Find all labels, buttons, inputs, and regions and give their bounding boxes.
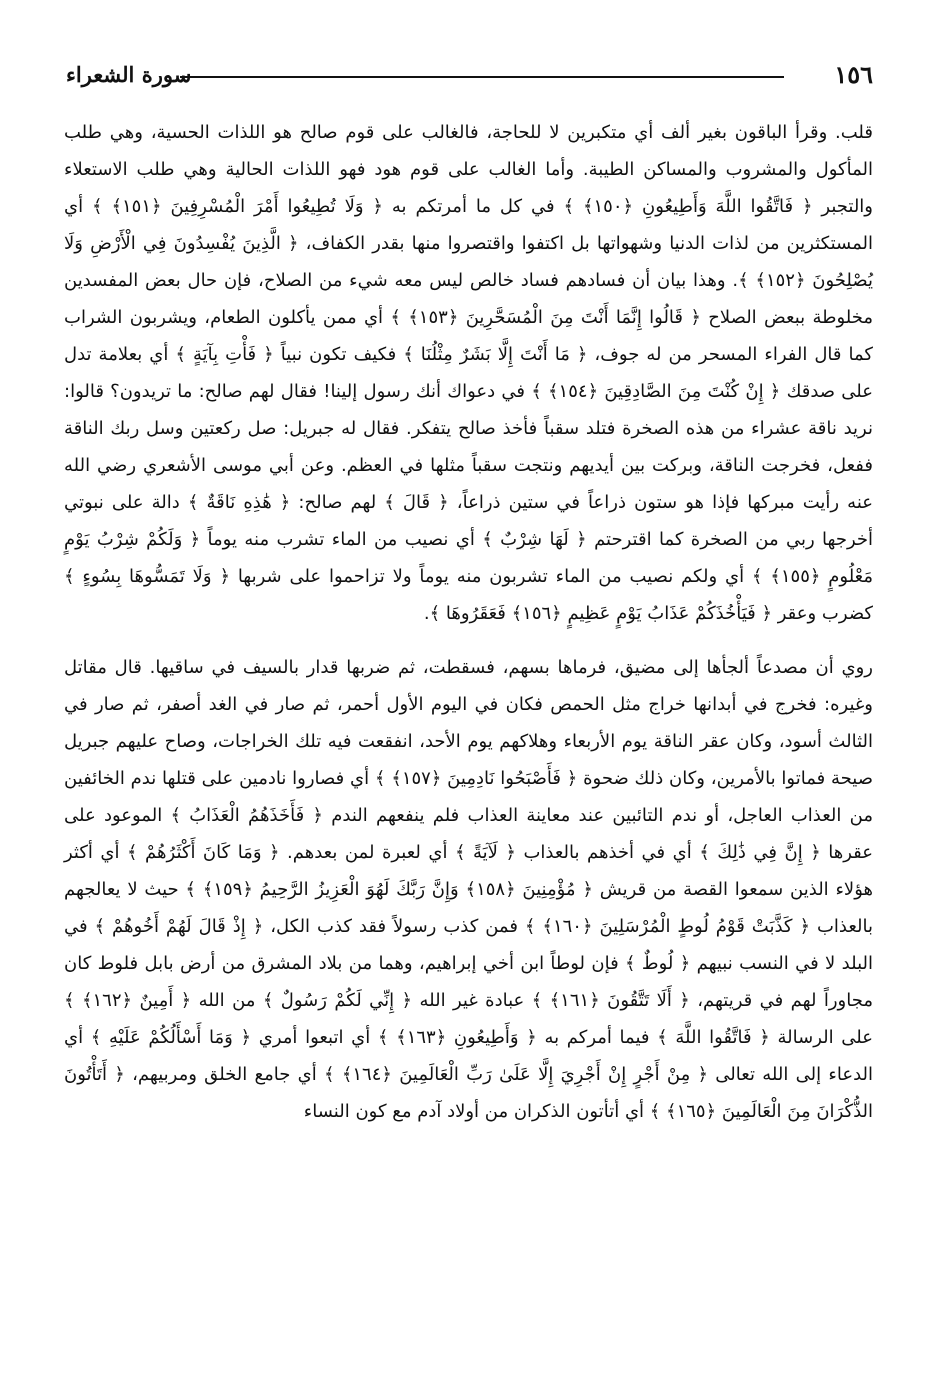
paragraph: روي أن مصدعاً ألجأها إلى مضيق، فرماها بسهم، فسقطت، ثم ضربها قدار بالسيف في ساقيها. قال مقاتل وغيره: فخرج في أبدانها خراج مثل الحمص فكان في اليوم الأول أحمر، ثم صار في الغد أصفر، ثم صار في الثالث أسود، وكان عقر الناقة يوم الأربعاء وهلاكهم يوم الأحد، انفقعت فيه تلك الخراجات، وصاح عليهم جبريل صيحة فماتوا بالأمرين، وكان ذلك ضحوة ﴿ فَأَصْبَحُوا نَادِمِينَ ﴿١٥٧﴾ ﴾ أي فصاروا نادمين على قتلها ندم الخائفين من العذاب العاجل، أو ندم التائبين عند معاينة العذاب فلم ينفعهم الندم ﴿ فَأَخَذَهُمُ الْعَذَابُ ﴾ الموعود على عقرها ﴿ إِنَّ فِي ذَٰلِكَ ﴾ أي في أخذهم بالعذاب ﴿ لَآيَةً ﴾ أي لعبرة لمن بعدهم. ﴿ وَمَا كَانَ أَكْثَرُهُمْ ﴾ أي أكثر هؤلاء الذين سمعوا القصة من قريش ﴿ مُؤْمِنِينَ ﴿١٥٨﴾ وَإِنَّ رَبَّكَ لَهُوَ الْعَزِيزُ الرَّحِيمُ ﴿١٥٩﴾ ﴾ حيث لا يعالجهم بالعذاب ﴿ كَذَّبَتْ قَوْمُ لُوطٍ الْمُرْسَلِينَ ﴿١٦٠﴾ ﴾ فمن كذب رسولاً فقد كذب الكل، ﴿ إِذْ قَالَ لَهُمْ أَخُوهُمْ ﴾ في البلد لا في النسب نبيهم ﴿ لُوطٌ ﴾ فإن لوطاً ابن أخي إبراهيم، وهما من بلاد المشرق من أرض بابل فلوط كان مجاوراً لهم في قريتهم، ﴿ أَلَا تَتَّقُونَ ﴿١٦١﴾ ﴾ عبادة غير الله ﴿ إِنِّي لَكُمْ رَسُولٌ ﴾ من الله ﴿ أَمِينٌ ﴿١٦٢﴾ ﴾ على الرسالة ﴿ فَاتَّقُوا اللَّهَ ﴾ فيما أمركم به ﴿ وَأَطِيعُونِ ﴿١٦٣﴾ ﴾ أي اتبعوا أمري ﴿ وَمَا أَسْأَلُكُمْ عَلَيْهِ ﴾ أي الدعاء إلى الله تعالى ﴿ مِنْ أَجْرٍ إِنْ أَجْرِيَ إِلَّا عَلَىٰ رَبِّ الْعَالَمِينَ ﴿١٦٤﴾ ﴾ أي جامع الخلق ومربيهم، ﴿ أَتَأْتُونَ الذُّكْرَانَ مِنَ الْعَالَمِينَ ﴿١٦٥﴾ ﴾ أي أتأتون الذكران من أولاد آدم مع كون النساء — [64, 657, 873, 1122]
surah-title: سورة الشعراء — [66, 62, 192, 87]
page-body — [64, 114, 873, 1130]
header-rule — [180, 76, 784, 78]
paragraph: قلب. وقرأ الباقون بغير ألف أي متكبرين لا للحاجة، فالغالب على قوم صالح هو اللذات الحسية، وهي طلب المأكول والمشروب والمساكن الطيبة. وأما الغالب على قوم هود فهو اللذات الحالية وهي طلب الاستعلاء والتجبر ﴿ فَاتَّقُوا اللَّهَ وَأَطِيعُونِ ﴿١٥٠﴾ ﴾ في كل ما أمرتكم به ﴿ وَلَا تُطِيعُوا أَمْرَ الْمُسْرِفِينَ ﴿١٥١﴾ ﴾ أي المستكثرين من لذات الدنيا وشهواتها بل اكتفوا واقتصروا منها بقدر الكفاف، ﴿ الَّذِينَ يُفْسِدُونَ فِي الْأَرْضِ وَلَا يُصْلِحُونَ ﴿١٥٢﴾ ﴾. وهذا بيان أن فسادهم فساد خالص ليس معه شيء من الصلاح، فإن حال بعض المفسدين مخلوطة ببعض الصلاح ﴿ قَالُوا إِنَّمَا أَنْتَ مِنَ الْمُسَحَّرِينَ ﴿١٥٣﴾ ﴾ أي ممن يأكلون الطعام، ويشربون الشراب كما قال الفراء المسحر من له جوف، ﴿ مَا أَنْتَ إِلَّا بَشَرٌ مِثْلُنَا ﴾ فكيف تكون نبياً ﴿ فَأْتِ بِآيَةٍ ﴾ أي بعلامة تدل على صدقك ﴿ إِنْ كُنْتَ مِنَ الصَّادِقِينَ ﴿١٥٤﴾ ﴾ في دعواك أنك رسول إلينا! فقال لهم صالح: ما تريدون؟ قالوا: نريد ناقة عشراء من هذه الصخرة فتلد سقباً فأخذ صالح يتفكر. فقال له جبريل: صل ركعتين وسل ربك الناقة ففعل، فخرجت الناقة، وبركت بين أيديهم ونتجت سقباً مثلها في العظم. وعن أبي موسى الأشعري رضي الله عنه رأيت مبركها فإذا هو ستون ذراعاً في ستين ذراعاً، ﴿ قَالَ ﴾ لهم صالح: ﴿ هَٰذِهِ نَاقَةٌ ﴾ دالة على نبوتي أخرجها ربي من الصخرة كما اقترحتم ﴿ لَهَا شِرْبٌ ﴾ أي نصيب من الماء تشرب منه يوماً ﴿ وَلَكُمْ شِرْبُ يَوْمٍ مَعْلُومٍ ﴿١٥٥﴾ ﴾ أي ولكم نصيب من الماء تشربون منه يوماً ولا تزاحموا على شربها ﴿ وَلَا تَمَسُّوهَا بِسُوءٍ ﴾ كضرب وعقر ﴿ فَيَأْخُذَكُمْ عَذَابُ يَوْمٍ عَظِيمٍ ﴿١٥٦﴾ فَعَقَرُوهَا ﴾. — [64, 122, 874, 624]
page-number: ١٥٦ — [834, 60, 873, 89]
page-header — [60, 58, 879, 94]
